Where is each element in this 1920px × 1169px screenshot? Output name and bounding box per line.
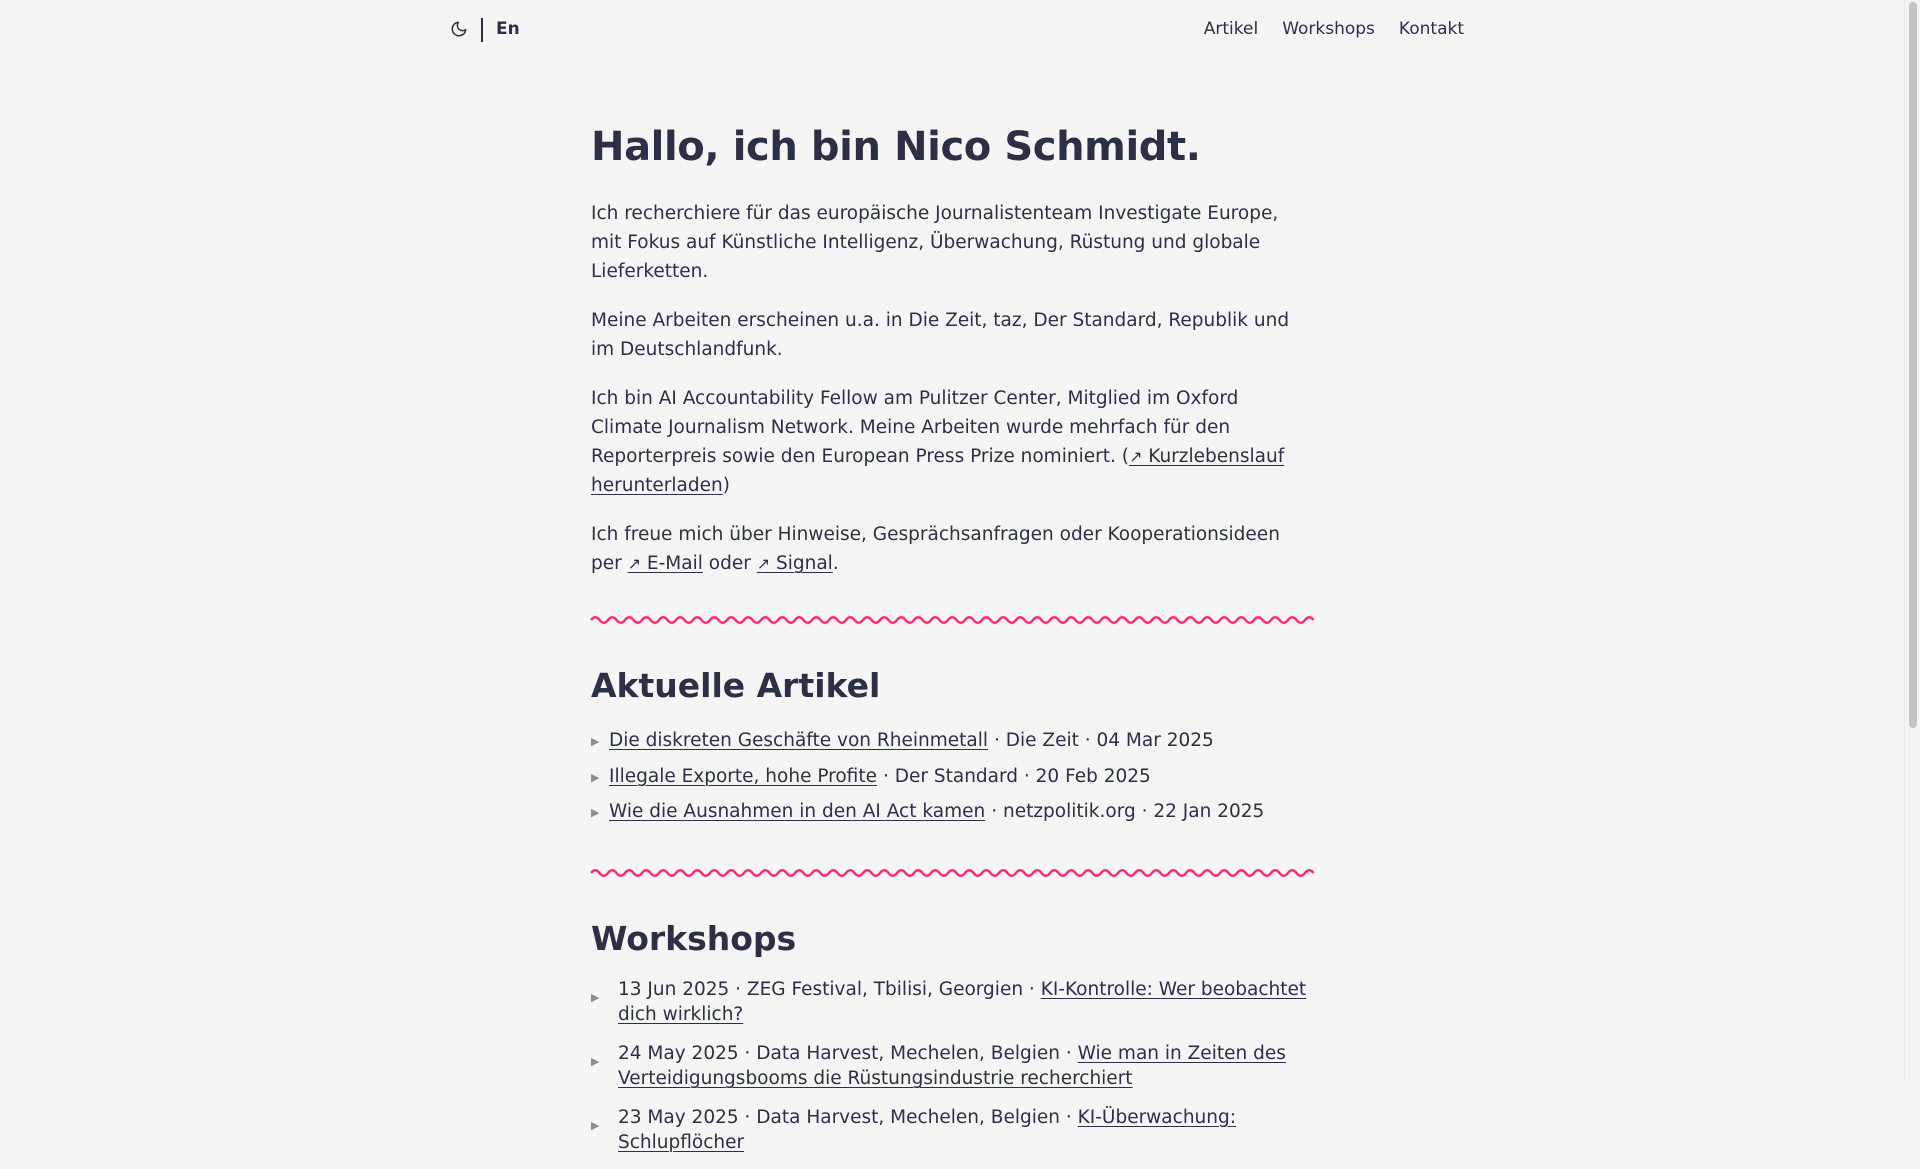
triangle-bullet-icon: ▶ <box>591 770 600 784</box>
intro-paragraph-4 <box>591 520 1312 578</box>
article-meta: · Der Standard · 20 Feb 2025 <box>882 765 1151 787</box>
main-content <box>591 118 1312 1169</box>
list-item <box>591 1105 1312 1156</box>
workshop-entry <box>618 977 1312 1028</box>
email-link[interactable] <box>628 553 703 574</box>
workshop-entry <box>618 1041 1312 1092</box>
workshop-entry <box>618 1105 1312 1156</box>
nav-item-artikel[interactable]: Artikel <box>1203 19 1259 39</box>
moon-icon[interactable] <box>448 18 470 40</box>
scrollbar[interactable] <box>1904 0 1920 1080</box>
workshop-link[interactable]: KI-Überwachung: Schlupflöcher <box>618 1106 1236 1153</box>
signal-link[interactable] <box>757 553 833 574</box>
workshops-heading: Workshops <box>591 918 797 958</box>
intro-paragraph-3-text: Ich bin AI Accountability Fellow am Pulitzer Center, Mitglied im Oxford Climate Journalism Network. Meine Arbeiten wurde mehrfach für den Reporterpreis sowie den European Press Prize nominiert. ( <box>591 388 1239 467</box>
wave-divider <box>591 614 1312 626</box>
intro-paragraph-1: Ich recherchiere für das europäische Journalistenteam Investigate Europe, mit Fokus auf Künstliche Intelligenz, Überwachung, Rüstung und globale Lieferketten. <box>591 203 1279 282</box>
article-meta: · Die Zeit · 04 Mar 2025 <box>993 730 1214 751</box>
nav-item-workshops[interactable]: Workshops <box>1282 19 1375 39</box>
workshop-info: 13 Jun 2025 · ZEG Festival, Tbilisi, Georgien · <box>618 978 1041 1000</box>
intro-paragraph-4-end: . <box>832 553 839 574</box>
language-switch[interactable]: En <box>496 19 520 39</box>
email-label: E-Mail <box>646 553 703 574</box>
intro-paragraph-2: Meine Arbeiten erscheinen u.a. in Die Zeit, taz, Der Standard, Republik und im Deutschlandfunk. <box>591 310 1290 360</box>
top-bar <box>0 0 1920 60</box>
workshop-link[interactable]: Wie man in Zeiten des Verteidigungsbooms die Rüstungsindustrie recherchiert <box>618 1042 1286 1089</box>
scroll-thumb[interactable] <box>1909 2 1917 728</box>
intro-paragraph-3 <box>591 384 1312 500</box>
intro-paragraph-3-end: ) <box>722 475 730 496</box>
article-link[interactable]: Illegale Exporte, hohe Profite <box>609 765 877 787</box>
intro-paragraph-4-mid: oder <box>702 553 757 574</box>
list-item <box>591 1041 1312 1092</box>
article-link[interactable]: Wie die Ausnahmen in den AI Act kamen <box>609 801 986 822</box>
list-item <box>591 760 1312 796</box>
nav-item-kontakt[interactable]: Kontakt <box>1398 19 1464 39</box>
triangle-bullet-icon: ▶ <box>591 735 600 748</box>
list-item <box>591 977 1312 1028</box>
article-meta: · netzpolitik.org · 22 Jan 2025 <box>991 801 1265 822</box>
articles-heading: Aktuelle Artikel <box>591 666 881 705</box>
triangle-bullet-icon: ▶ <box>591 806 600 819</box>
list-item <box>591 724 1312 760</box>
workshop-info: 23 May 2025 · Data Harvest, Mechelen, Belgien · <box>618 1106 1078 1128</box>
intro-paragraph-4-text: Ich freue mich über Hinweise, Gesprächsanfragen oder Kooperationsideen per <box>591 524 1280 574</box>
workshop-info: 24 May 2025 · Data Harvest, Mechelen, Belgien · <box>618 1042 1078 1064</box>
articles-list <box>591 724 1312 831</box>
workshops-list <box>591 977 1312 1156</box>
article-link[interactable]: Die diskreten Geschäfte von Rheinmetall <box>609 730 988 751</box>
triangle-bullet-icon: ▶ <box>591 990 600 1004</box>
list-item <box>591 795 1312 831</box>
signal-label: Signal <box>775 553 833 574</box>
page-title: Hallo, ich bin Nico Schmidt. <box>591 124 1201 170</box>
workshop-link[interactable]: KI-Kontrolle: Wer beobachtet dich wirklich? <box>618 978 1307 1025</box>
external-link-icon: ↗ <box>756 554 771 573</box>
triangle-bullet-icon: ▶ <box>591 1118 600 1132</box>
cv-download-label: Kurzlebenslauf herunterladen <box>591 446 1285 496</box>
triangle-bullet-icon: ▶ <box>591 1054 600 1068</box>
external-link-icon: ↗ <box>627 554 642 573</box>
main-nav <box>1204 19 1464 39</box>
external-link-icon: ↗ <box>1128 447 1143 466</box>
header-divider <box>481 18 483 42</box>
wave-divider <box>591 867 1312 879</box>
